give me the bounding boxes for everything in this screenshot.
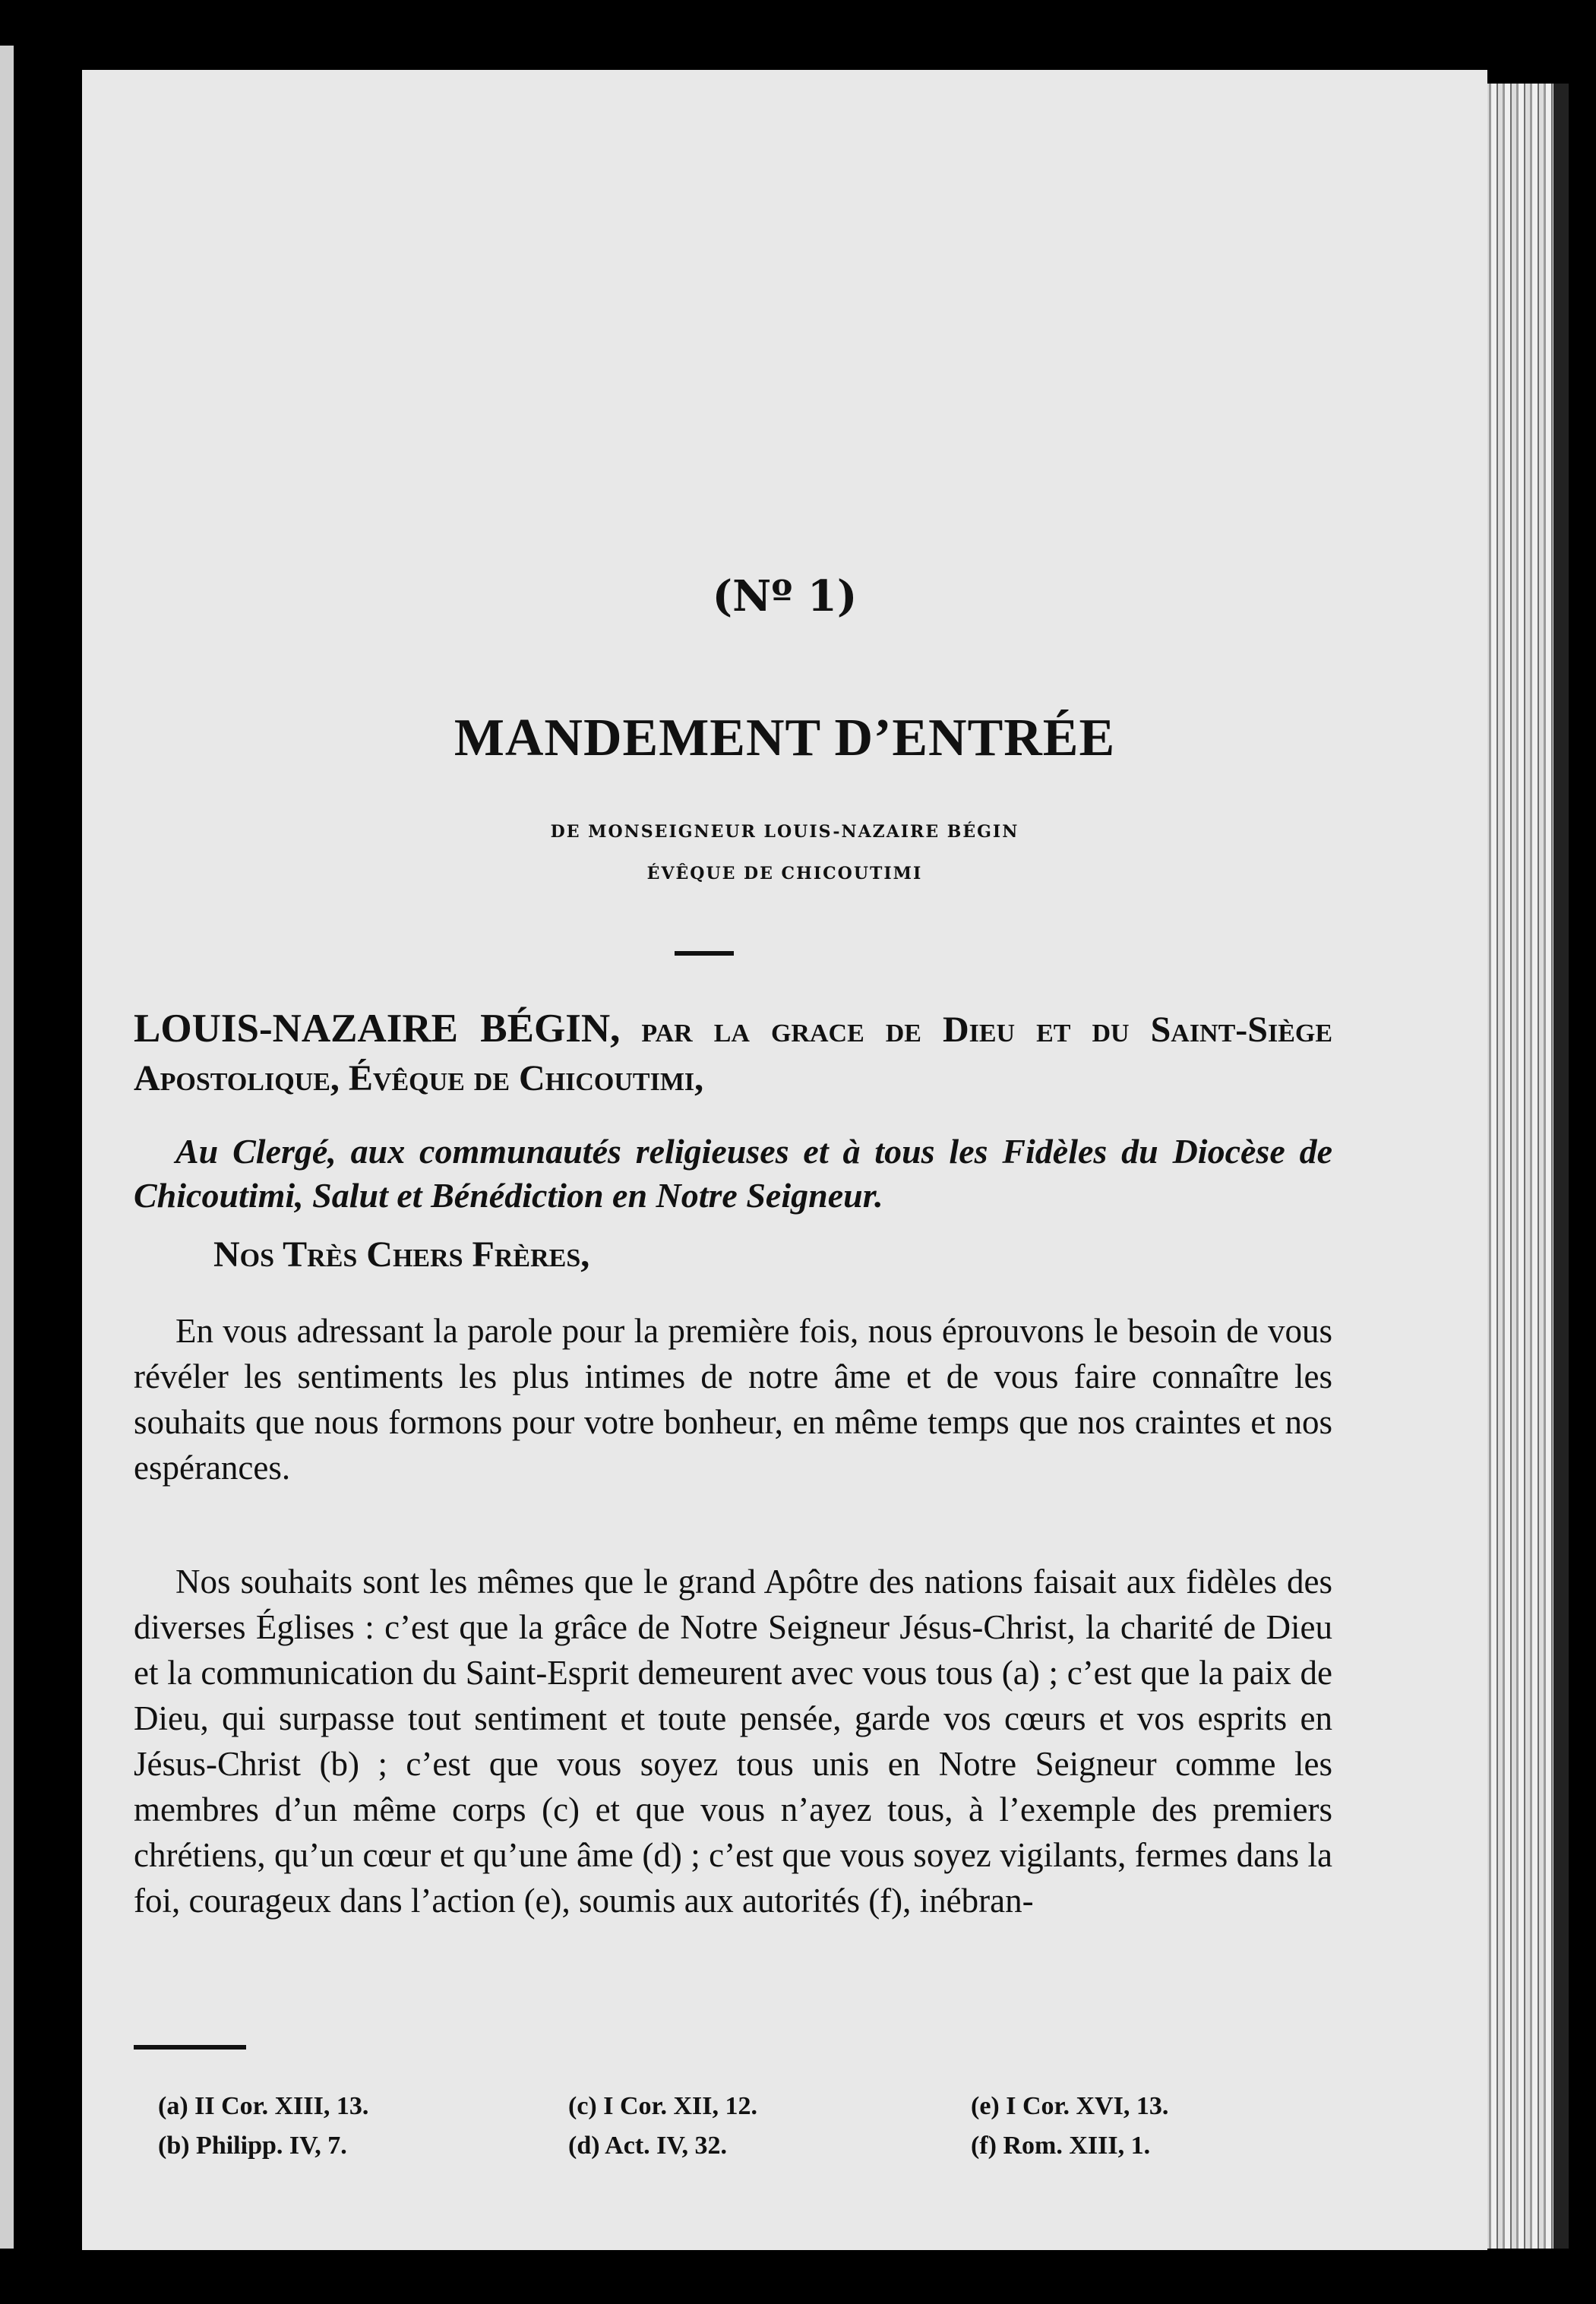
scan-left-edge — [0, 46, 14, 2249]
addressee-titles: par la grace de Dieu et du Saint-Siège Apostolique, Évêque de Chicoutimi, — [134, 1010, 1333, 1098]
body-paragraph-2: Nos souhaits sont les mêmes que le grand Apôtre des nations faisait aux fidèles des diverses Églises : c’est que la grâce de Notre Seigneur Jésus-Christ, la charité de Dieu et la communication du Saint-Esprit demeurent avec vous tous (a) ; c’est que la paix de Dieu, qui surpasse tout sentiment et toute pensée, garde vos cœurs et vos esprits en Jésus-Christ (b) ; c’est que vous soyez tous unis en Notre Seigneur comme les membres d’un même corps (c) et que vous n’ayez tous, à l’exemple des premiers chrétiens, qu’un cœur et qu’une âme (d) ; c’est que vous soyez vigilants, fermes dans la foi, courageux dans l’action (e), soumis aux autorités (f), inébran- — [134, 1563, 1332, 1920]
footnote-divider — [134, 2045, 246, 2050]
footnote-c: (c) I Cor. XII, 12. — [568, 2092, 758, 2120]
footnote-column-1 — [158, 2087, 538, 2166]
body-paragraph-1: En vous adressant la parole pour la première fois, nous éprouvons le besoin de vous révéler les sentiments les plus intimes de notre âme et de vous faire connaître les souhaits que nous formons pour votre bonheur, en même temps que nos craintes et nos espérances. — [134, 1312, 1332, 1487]
footnote-d: (d) Act. IV, 32. — [568, 2132, 728, 2160]
footnote-column-3 — [971, 2087, 1351, 2166]
footnote-column-2 — [568, 2087, 948, 2166]
document-subtitle-office: ÉVÊQUE DE CHICOUTIMI — [646, 864, 923, 883]
document-title: MANDEMENT D’ENTRÉE — [454, 709, 1116, 767]
title-divider — [675, 951, 734, 956]
footnote-a: (a) II Cor. XIII, 13. — [158, 2092, 369, 2120]
addressee-name: LOUIS-NAZAIRE BÉGIN, — [134, 1007, 621, 1051]
page-stack-shadow — [1553, 84, 1569, 2249]
footnote-f: (f) Rom. XIII, 1. — [971, 2132, 1151, 2160]
salutation: Nos Très Chers Frères, — [213, 1234, 590, 1275]
footnote-b: (b) Philipp. IV, 7. — [158, 2132, 347, 2160]
document-number: (Nº 1) — [712, 571, 858, 621]
greeting-paragraph: Au Clergé, aux communautés religieuses et à tous les Fidèles du Diocèse de Chicoutimi, Salut et Bénédiction en Notre Seigneur. — [134, 1132, 1332, 1215]
document-subtitle-author: DE MONSEIGNEUR LOUIS-NAZAIRE BÉGIN — [550, 822, 1019, 842]
footnote-e: (e) I Cor. XVI, 13. — [971, 2092, 1169, 2120]
addressee-block — [134, 1004, 1332, 1103]
document-page — [82, 70, 1487, 2250]
